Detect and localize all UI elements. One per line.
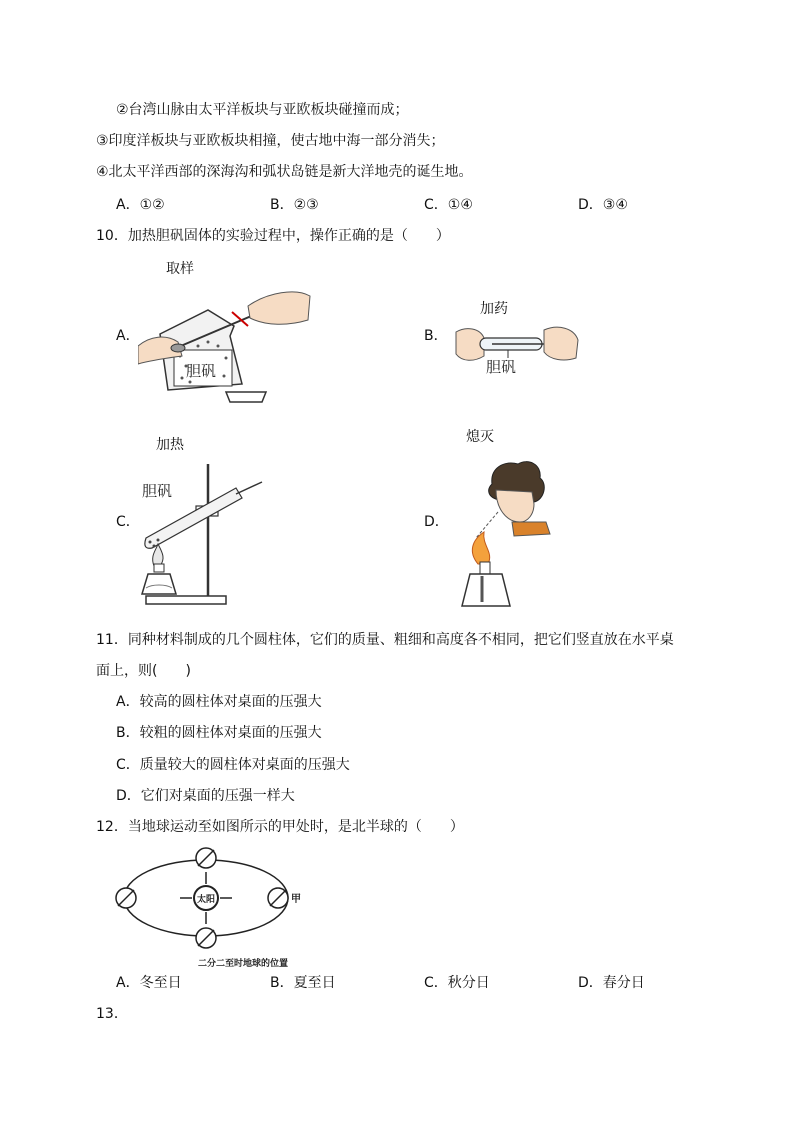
- q10-option-b: B．: [424, 328, 448, 344]
- earth-bottom: [196, 928, 216, 948]
- q10-caption-sampling: 取样: [166, 261, 194, 277]
- q10-caption-extinguish: 熄灭: [466, 429, 494, 445]
- q9-option-a: A．①②: [116, 197, 165, 213]
- q12-point-label: 甲: [291, 894, 301, 905]
- q11-stem-line1: 11．同种材料制成的几个圆柱体，它们的质量、粗细和高度各不相同，把它们竖直放在水平桌: [96, 632, 674, 648]
- q10-stem: 10．加热胆矾固体的实验过程中，操作正确的是（ ）: [96, 228, 450, 244]
- q12-option-b: B．夏至日: [270, 975, 336, 991]
- q10-option-d: D．: [424, 514, 449, 530]
- earth-right: [268, 888, 288, 908]
- q9-option-b: B．②③: [270, 197, 319, 213]
- q10-caption-heating: 加热: [156, 437, 184, 453]
- earth-top: [196, 848, 216, 868]
- q10-option-c: C．: [116, 514, 140, 530]
- q13-stem: 13．: [96, 1006, 128, 1022]
- q12-stem: 12．当地球运动至如图所示的甲处时，是北半球的（ ）: [96, 819, 464, 835]
- q12-sun-label: 太阳: [197, 895, 216, 905]
- q12-option-d: D．春分日: [578, 975, 645, 991]
- q10-caption-adding: 加药: [480, 301, 508, 317]
- q12-orbit-figure: [110, 842, 310, 970]
- q11-option-c: C．质量较大的圆柱体对桌面的压强大: [116, 757, 350, 773]
- q10-figure-heating: [138, 460, 278, 610]
- q9-option-c: C．①④: [424, 197, 473, 213]
- q12-option-c: C．秋分日: [424, 975, 490, 991]
- q10-figure-sampling: [138, 286, 318, 408]
- q10-label-a: 胆矾: [186, 362, 217, 380]
- q12-figure-caption: 二分二至时地球的位置: [198, 959, 289, 969]
- q11-option-d: D．它们对桌面的压强一样大: [116, 788, 295, 804]
- q11-stem-line2: 面上，则( ): [96, 663, 191, 679]
- q9-statement-2: ②台湾山脉由太平洋板块与亚欧板块碰撞而成；: [116, 102, 409, 118]
- q9-statement-3: ③印度洋板块与亚欧板块相撞，使古地中海一部分消失；: [96, 133, 445, 149]
- q11-option-a: A．较高的圆柱体对桌面的压强大: [116, 694, 322, 710]
- q9-statement-4: ④北太平洋西部的深海沟和弧状岛链是新大洋地壳的诞生地。: [96, 164, 473, 180]
- q11-option-b: B．较粗的圆柱体对桌面的压强大: [116, 725, 322, 741]
- q12-option-a: A．冬至日: [116, 975, 182, 991]
- q10-figure-adding: [452, 318, 582, 376]
- q10-label-c: 胆矾: [142, 482, 173, 500]
- q9-option-d: D．③④: [578, 197, 628, 213]
- q10-label-b: 胆矾: [486, 358, 517, 376]
- q10-option-a: A．: [116, 328, 140, 344]
- q10-figure-extinguish: [452, 456, 562, 610]
- earth-left: [116, 888, 136, 908]
